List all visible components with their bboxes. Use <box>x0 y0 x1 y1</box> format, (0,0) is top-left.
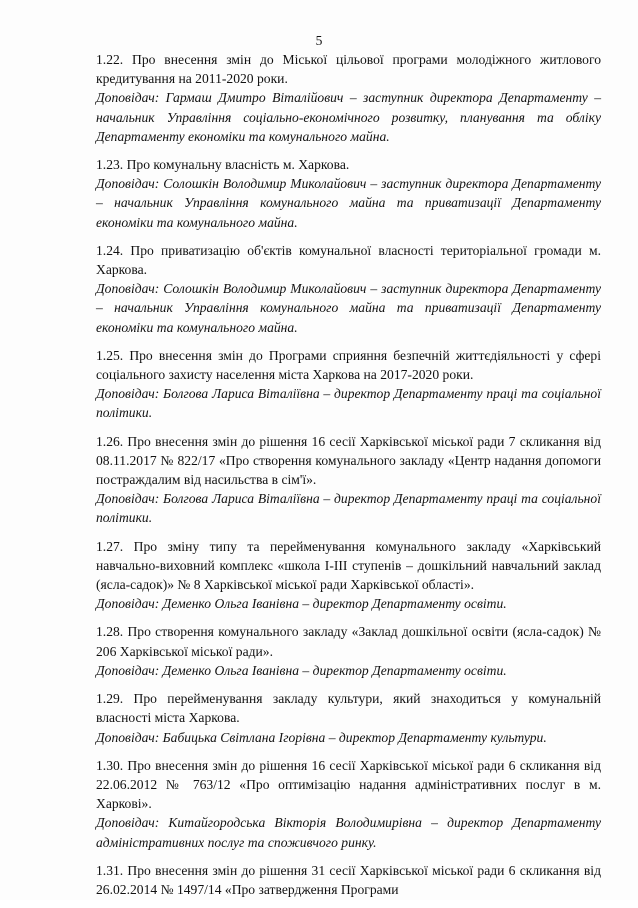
speaker-label: Доповідач: <box>96 596 160 612</box>
speaker-text: Болгова Лариса Віталіївна – директор Департаменту праці та соціальної політики. <box>96 491 601 526</box>
agenda-item-title: 1.25. Про внесення змін до Програми сприяння безпечній життєдіяльності у сфері соціального захисту населення міста Харкова на 2017-2020 роки. <box>96 347 601 383</box>
speaker-text: Деменко Ольга Іванівна – директор Департаменту освіти. <box>162 662 507 678</box>
agenda-item-1-26 <box>96 432 601 528</box>
speaker-text: Солошкін Володимир Миколайович – заступник директора Департаменту – начальник Управління комунального майна та приватизації Департаменту економіки та комунального майна. <box>96 176 601 230</box>
agenda-item-title: 1.27. Про зміну типу та перейменування комунального закладу «Харківський навчально-виховний комплекс «школа І-ІІІ ступенів – дошкільний навчальний заклад (ясла-садок)» № 8 Харківської міської ради Харківської області». <box>96 538 601 593</box>
speaker-label: Доповідач: <box>96 662 160 678</box>
agenda-item-speaker <box>96 813 601 851</box>
agenda-item-1-28 <box>96 622 601 680</box>
speaker-label: Доповідач: <box>96 281 160 297</box>
speaker-text: Солошкін Володимир Миколайович – заступник директора Департаменту – начальник Управління комунального майна та приватизації Департаменту економіки та комунального майна. <box>96 281 601 335</box>
agenda-item-title: 1.24. Про приватизацію об'єктів комунальної власності територіальної громади м. Харкова. <box>96 242 601 278</box>
agenda-item-speaker <box>96 594 601 613</box>
agenda-item-1-24 <box>96 241 601 337</box>
speaker-label: Доповідач: <box>96 176 160 192</box>
speaker-label: Доповідач: <box>96 729 160 745</box>
agenda-item-1-29 <box>96 689 601 747</box>
speaker-text: Деменко Ольга Іванівна – директор Департаменту освіти. <box>162 596 507 612</box>
agenda-item-1-30 <box>96 756 601 852</box>
agenda-item-1-23 <box>96 155 601 232</box>
agenda-item-title: 1.31. Про внесення змін до рішення 31 сесії Харківської міської ради 6 скликання від 26.02.2014 № 1497/14 «Про затвердження Програми <box>96 862 601 897</box>
agenda-item-speaker <box>96 279 601 337</box>
speaker-text: Болгова Лариса Віталіївна – директор Департаменту праці та соціальної політики. <box>96 386 601 421</box>
speaker-label: Доповідач: <box>96 90 160 106</box>
agenda-item-title: 1.26. Про внесення змін до рішення 16 сесії Харківської міської ради 7 скликання від 08.11.2017 № 822/17 «Про створення комунального закладу «Центр надання допомоги постраждалим від насильства в сім'ї». <box>96 433 601 488</box>
agenda-item-1-27 <box>96 537 601 614</box>
agenda-item-speaker <box>96 489 601 527</box>
agenda-list <box>96 50 601 908</box>
agenda-item-title: 1.29. Про перейменування закладу культури, який знаходиться у комунальній власності міста Харкова. <box>96 691 601 726</box>
agenda-item-title: 1.28. Про створення комунального закладу «Заклад дошкільної освіти (ясла-садок) № 206 Харківської міської ради». <box>96 624 601 659</box>
speaker-label: Доповідач: <box>96 386 160 402</box>
agenda-item-speaker <box>96 174 601 232</box>
agenda-item-speaker <box>96 728 601 747</box>
speaker-label: Доповідач: <box>96 491 160 507</box>
speaker-text: Бабицька Світлана Ігорівна – директор Департаменту культури. <box>162 729 547 745</box>
agenda-item-speaker <box>96 384 601 422</box>
agenda-item-title: 1.30. Про внесення змін до рішення 16 сесії Харківської міської ради 6 скликання від 22.06.2012 № 763/12 «Про оптимізацію надання адміністративних послуг в м. Харкові». <box>96 757 601 812</box>
speaker-label: Доповідач: <box>96 815 160 831</box>
agenda-item-title: 1.22. Про внесення змін до Міської цільової програми молодіжного житлового кредитування на 2011-2020 роки. <box>96 52 601 87</box>
agenda-item-speaker <box>96 88 601 146</box>
agenda-item-speaker <box>96 661 601 680</box>
speaker-text: Китайгородська Вікторія Володимирівна – директор Департаменту адміністративних послуг та споживчого ринку. <box>96 815 601 850</box>
agenda-item-1-31 <box>96 861 601 899</box>
page-number: 5 <box>315 33 323 48</box>
agenda-item-1-22 <box>96 50 601 146</box>
agenda-item-title: 1.23. Про комунальну власність м. Харкова. <box>96 157 350 173</box>
speaker-text: Гармаш Дмитро Віталійович – заступник директора Департаменту – начальник Управління соціально-економічного розвитку, планування та обліку Департаменту економіки та комунального майна. <box>96 90 601 144</box>
agenda-item-1-25 <box>96 346 601 423</box>
